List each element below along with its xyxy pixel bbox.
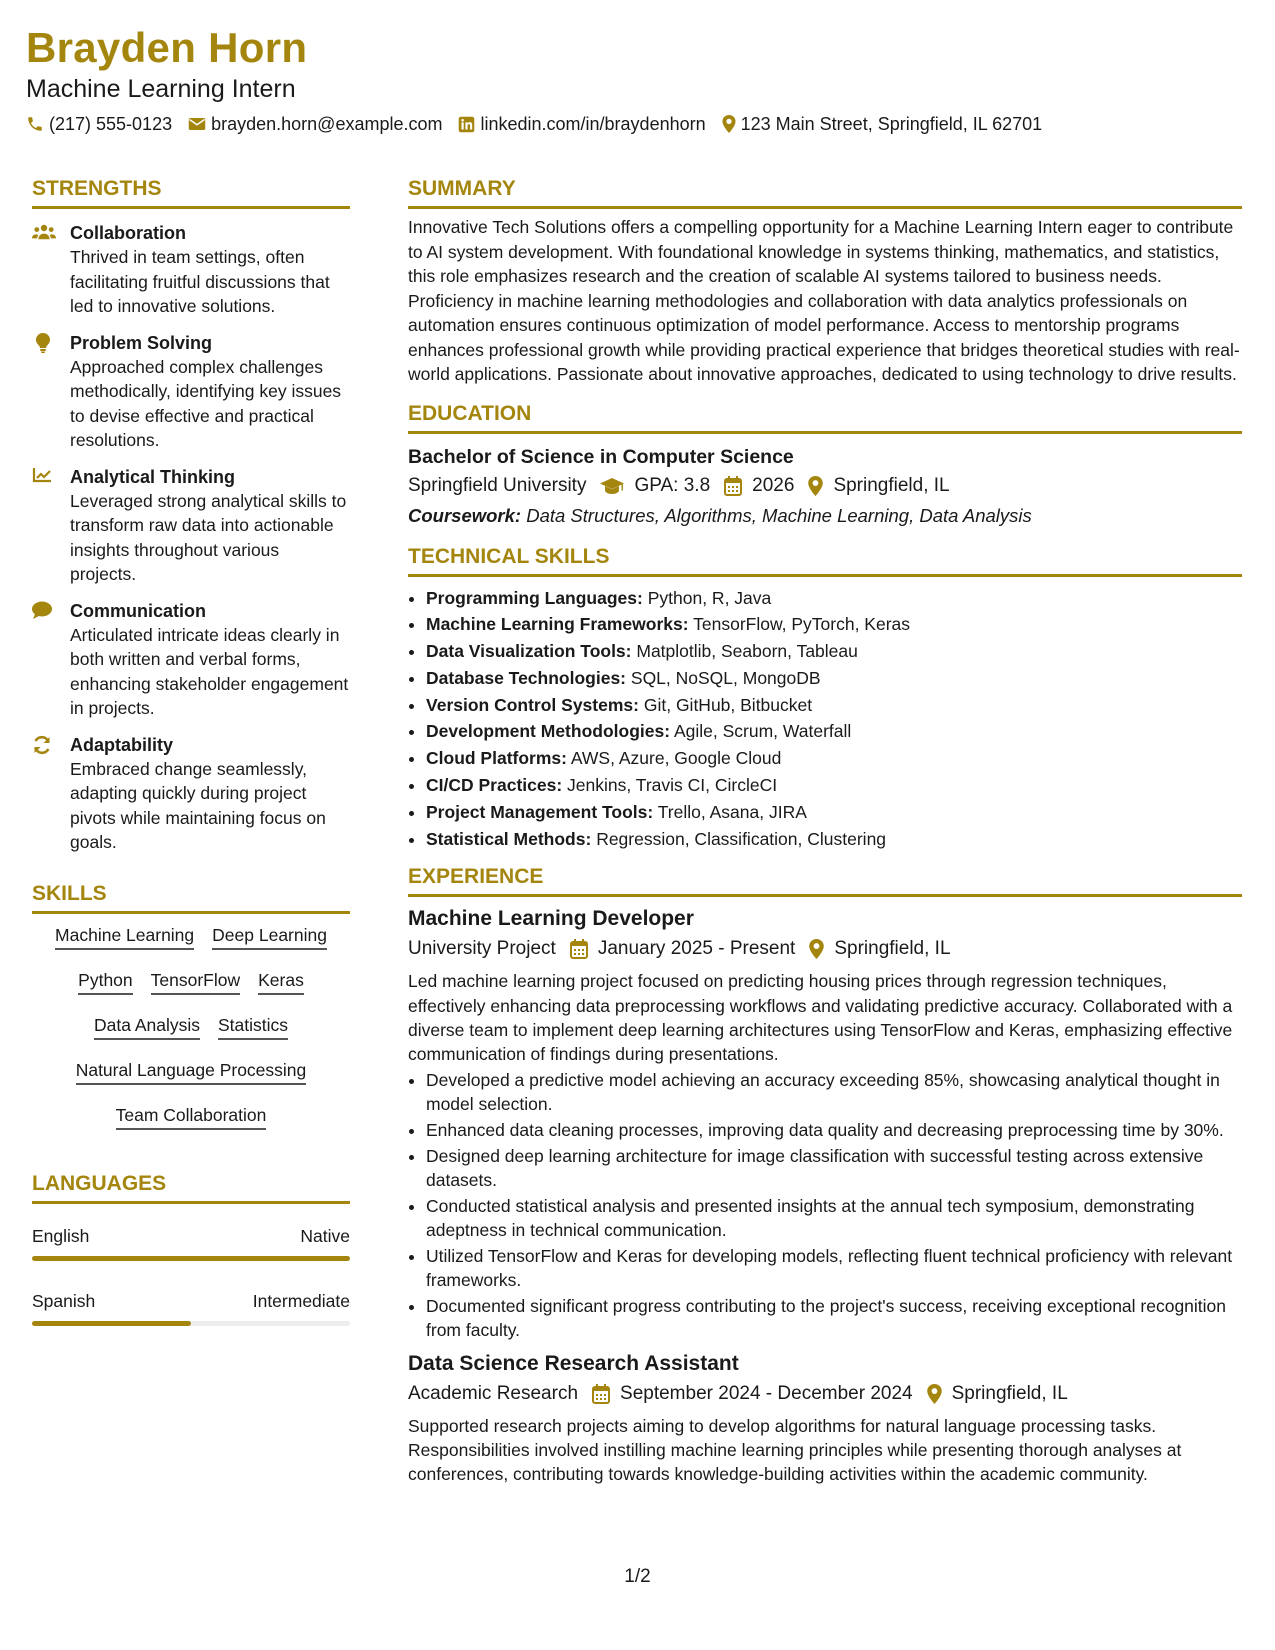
skill-category: Data Visualization Tools: xyxy=(426,641,632,662)
section-heading: LANGUAGES xyxy=(32,1171,167,1195)
section-divider xyxy=(32,911,350,914)
language-level: Native xyxy=(300,1225,350,1246)
phone-text: (217) 555-0123 xyxy=(49,114,173,134)
skill-tag: Keras xyxy=(258,969,304,995)
strengths-section xyxy=(32,176,350,855)
skill-tag: Machine Learning xyxy=(55,924,194,950)
summary-section xyxy=(408,176,1242,387)
chart-line-icon xyxy=(32,467,52,483)
list-item: • Documented significant progress contributing to the project's success, receiving exceptional recognition from faculty. xyxy=(426,1294,1242,1342)
sync-icon xyxy=(32,735,52,755)
contact-linkedin[interactable] xyxy=(458,112,705,136)
section-heading: TECHNICAL SKILLS xyxy=(408,544,610,568)
skill-values: Python, R, Java xyxy=(647,587,772,608)
strength-item xyxy=(32,599,350,721)
job-dates: January 2025 - Present xyxy=(597,938,796,960)
skill-tag: Team Collaboration xyxy=(116,1104,267,1130)
list-item xyxy=(426,665,1242,692)
section-heading: STRENGTHS xyxy=(32,177,162,200)
skill-category: Project Management Tools: xyxy=(426,801,654,822)
strength-item xyxy=(32,465,350,587)
list-item xyxy=(426,772,1242,799)
skill-values: Matplotlib, Seaborn, Tableau xyxy=(636,641,858,662)
strength-description: Approached complex challenges methodically, identifying key issues to devise effective and practical resolutions. xyxy=(70,356,342,450)
map-pin-icon xyxy=(809,939,824,959)
language-name: English xyxy=(32,1225,90,1246)
skill-values: TensorFlow, PyTorch, Keras xyxy=(693,614,911,635)
skill-tag: Statistics xyxy=(218,1014,288,1040)
language-name: Spanish xyxy=(32,1290,96,1311)
job-dates: September 2024 - December 2024 xyxy=(620,1383,913,1405)
resume-header xyxy=(26,22,1226,136)
section-heading: EDUCATION xyxy=(408,401,532,425)
list-item xyxy=(426,585,1242,612)
list-item: • Conducted statistical analysis and presented insights at the annual tech symposium, demonstrating adeptness in technical communication. xyxy=(426,1194,1242,1242)
skill-tag: Deep Learning xyxy=(212,924,327,950)
calendar-icon xyxy=(724,476,742,496)
job-org: University Project xyxy=(408,938,556,960)
technical-skills-list xyxy=(408,585,1242,853)
candidate-name: Brayden Horn xyxy=(26,24,308,71)
list-item: • Designed deep learning architecture for image classification with successful testing across extensive datasets. xyxy=(426,1144,1242,1192)
job-entry xyxy=(408,905,1242,1342)
skill-tag: Python xyxy=(78,969,132,995)
job-description: Supported research projects aiming to develop algorithms for natural language processing tasks. Responsibilities involved instilling machine learning principles while presenting thorough analyses at conferences, contributing towards knowledge-building activities within the academic community. xyxy=(408,1416,1182,1485)
phone-icon xyxy=(26,115,44,133)
comment-icon xyxy=(32,601,52,619)
education-location: Springfield, IL xyxy=(833,474,950,496)
section-divider xyxy=(408,574,1242,577)
map-pin-icon xyxy=(927,1384,942,1404)
strength-item xyxy=(32,733,350,855)
email-text: brayden.horn@example.com xyxy=(211,114,443,134)
strength-description: Thrived in team settings, often facilitating fruitful discussions that led to innovative solutions. xyxy=(70,247,330,316)
experience-section xyxy=(408,864,1242,1486)
job-location: Springfield, IL xyxy=(951,1383,1068,1405)
education-meta xyxy=(408,472,1242,500)
list-item xyxy=(426,718,1242,745)
strength-description: Embraced change seamlessly, adapting quickly during project pivots while maintaining focus on goals. xyxy=(70,758,326,852)
skill-category: Machine Learning Frameworks: xyxy=(426,614,689,635)
gpa: GPA: 3.8 xyxy=(634,474,711,496)
language-level: Intermediate xyxy=(252,1290,350,1311)
list-item xyxy=(426,799,1242,826)
skill-values: Agile, Scrum, Waterfall xyxy=(673,721,852,742)
language-item xyxy=(32,1289,350,1326)
skill-values: Regression, Classification, Clustering xyxy=(596,828,887,849)
skill-values: Jenkins, Travis CI, CircleCI xyxy=(567,775,778,796)
contact-email[interactable] xyxy=(188,112,442,136)
list-item xyxy=(426,745,1242,772)
skill-category: Development Methodologies: xyxy=(426,721,671,742)
graduation-cap-icon xyxy=(600,477,624,495)
strength-item xyxy=(32,221,350,319)
section-heading: SKILLS xyxy=(32,881,107,905)
skill-values: Trello, Asana, JIRA xyxy=(657,801,807,822)
coursework-list: Data Structures, Algorithms, Machine Learning, Data Analysis xyxy=(526,504,1032,526)
linkedin-icon xyxy=(458,116,475,133)
skill-tag: Natural Language Processing xyxy=(76,1059,307,1085)
skill-values: SQL, NoSQL, MongoDB xyxy=(630,667,821,688)
linkedin-text: linkedin.com/in/braydenhorn xyxy=(480,114,706,134)
section-divider xyxy=(408,894,1242,897)
lightbulb-icon xyxy=(36,333,50,353)
degree-title: Bachelor of Science in Computer Science xyxy=(408,445,794,468)
list-item xyxy=(426,826,1242,853)
section-heading: SUMMARY xyxy=(408,177,516,200)
page-number: 1/2 xyxy=(624,1566,651,1587)
list-item: • Utilized TensorFlow and Keras for developing models, reflecting fluent technical proficiency with relevant frameworks. xyxy=(426,1244,1242,1292)
section-divider xyxy=(32,206,350,209)
job-meta xyxy=(408,1380,1242,1408)
skill-category: Version Control Systems: xyxy=(426,694,639,715)
job-bullets xyxy=(408,1068,1242,1342)
candidate-title: Machine Learning Intern xyxy=(26,75,296,103)
strength-item xyxy=(32,331,350,453)
section-divider xyxy=(408,431,1242,434)
summary-text: Innovative Tech Solutions offers a compelling opportunity for a Machine Learning Intern eager to contribute to AI system development. With foundational knowledge in systems thinking, mathematics, and statistics, this role emphasizes research and the creation of scalable AI systems tailored to business needs. Proficiency in machine learning methodologies and collaboration with data analytics professionals on automation ensures continuous optimization of model performance. Access to mentorship programs enhances professional growth while providing practical experience that bridges theoretical studies with real-world applications. Passionate about innovative approaches, dedicated to using technology to drive results. xyxy=(408,217,1240,384)
job-meta xyxy=(408,935,1242,963)
skill-category: Database Technologies: xyxy=(426,667,627,688)
skill-category: Statistical Methods: xyxy=(426,828,592,849)
list-item xyxy=(426,611,1242,638)
strength-title: Communication xyxy=(70,600,207,621)
job-entry xyxy=(408,1350,1242,1487)
users-icon xyxy=(32,223,56,241)
strength-title: Analytical Thinking xyxy=(70,466,236,487)
list-item: • Enhanced data cleaning processes, improving data quality and decreasing preprocessing time by 30%. xyxy=(426,1118,1242,1142)
list-item xyxy=(426,692,1242,719)
coursework-label: Coursework: xyxy=(408,504,522,526)
map-pin-icon xyxy=(808,476,823,496)
list-item: • Developed a predictive model achieving an accuracy exceeding 85%, showcasing analytical thought in model selection. xyxy=(426,1068,1242,1116)
contact-address xyxy=(722,112,1043,136)
graduation-year: 2026 xyxy=(752,474,795,496)
job-description: Led machine learning project focused on predicting housing prices through regression techniques, effectively enhancing data preprocessing workflows and validating predictive accuracy. Collaborated with a diverse team to implement deep learning architectures using TensorFlow and Keras, emphasizing effective communication of findings during presentations. xyxy=(408,971,1233,1065)
skill-values: AWS, Azure, Google Cloud xyxy=(570,748,782,769)
technical-skills-section xyxy=(408,544,1242,853)
languages-section xyxy=(32,1171,350,1326)
right-column xyxy=(408,176,1242,1487)
skill-values: Git, GitHub, Bitbucket xyxy=(643,694,813,715)
skill-category: CI/CD Practices: xyxy=(426,775,563,796)
strength-title: Collaboration xyxy=(70,223,186,243)
contact-bar xyxy=(26,112,1226,136)
skill-tag: Data Analysis xyxy=(94,1014,200,1040)
proficiency-bar xyxy=(32,1321,350,1326)
education-section xyxy=(408,401,1242,530)
section-heading: EXPERIENCE xyxy=(408,865,544,889)
calendar-icon xyxy=(592,1384,610,1404)
envelope-icon xyxy=(188,116,206,132)
left-column xyxy=(32,176,350,1326)
address-text: 123 Main Street, Springfield, IL 62701 xyxy=(740,114,1043,134)
school-name: Springfield University xyxy=(408,474,587,496)
job-title: Data Science Research Assistant xyxy=(408,1352,739,1376)
proficiency-bar xyxy=(32,1256,350,1261)
contact-phone[interactable] xyxy=(26,112,172,136)
skill-category: Programming Languages: xyxy=(426,587,643,608)
proficiency-fill xyxy=(32,1321,191,1326)
calendar-icon xyxy=(570,939,588,959)
skill-category: Cloud Platforms: xyxy=(426,748,567,769)
list-item xyxy=(426,638,1242,665)
section-divider xyxy=(32,1201,350,1204)
strength-description: Articulated intricate ideas clearly in both written and verbal forms, enhancing stakeholder engagement in projects. xyxy=(70,624,349,718)
coursework xyxy=(408,502,1242,530)
skill-tag: TensorFlow xyxy=(151,969,240,995)
proficiency-fill xyxy=(32,1256,350,1261)
strength-description: Leveraged strong analytical skills to transform raw data into actionable insights throughout various projects. xyxy=(70,490,347,584)
section-divider xyxy=(408,206,1242,209)
map-pin-icon xyxy=(722,115,736,133)
strength-title: Adaptability xyxy=(70,734,174,755)
skills-tag-cloud xyxy=(32,924,350,1149)
job-org: Academic Research xyxy=(408,1383,579,1405)
job-title: Machine Learning Developer xyxy=(408,907,694,931)
skills-section xyxy=(32,881,350,1149)
strength-title: Problem Solving xyxy=(70,332,213,353)
language-item xyxy=(32,1224,350,1261)
job-location: Springfield, IL xyxy=(834,938,951,960)
